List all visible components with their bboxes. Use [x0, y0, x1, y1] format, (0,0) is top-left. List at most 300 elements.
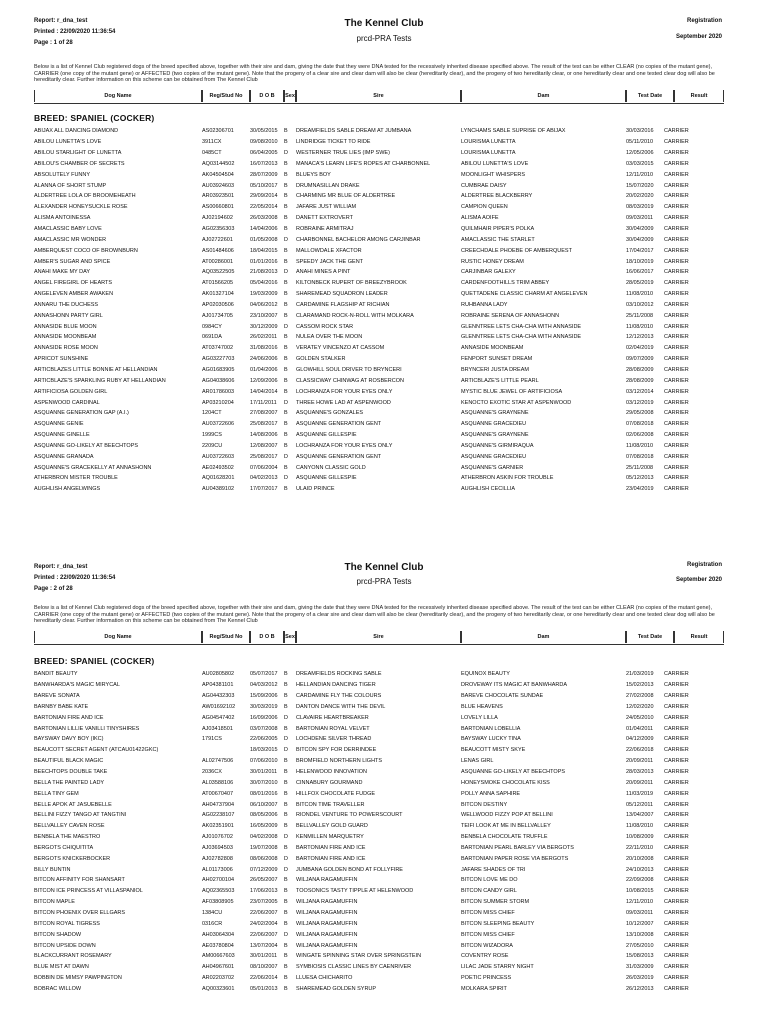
sire-cell: BELLVALLEY GOLD GUARD [296, 823, 368, 830]
reg-no-cell: 0316CR [202, 920, 223, 927]
dob-cell: 07/06/2010 [250, 758, 278, 765]
col-test-date: Test Date [626, 90, 674, 102]
sex-cell: B [284, 421, 288, 428]
intro-text: Below is a list of Kennel Club registered dogs of the breed specified above, together with their sire and dam, giving the date that they were DNA tested for the recessively inherited disease specified above. The result of the test can be either CLEAR (no copies of the mutant gene), CARRIER (one copy of the mutant gene) or AFFECTED (two copies of the mutant gene). Note that the progeny of a clear sire and clear dam will also be clear (hereditarily clear), and the progeny of two hereditarily clear, or one hereditarily clear and one tested clear dog will also be hereditarily clear. Further information on this scheme can be obtained from The Kennel Club [34, 605, 715, 624]
sire-cell: BARTONIAN FIRE AND ICE [296, 844, 366, 851]
table-row [34, 843, 734, 854]
dog-name-cell: BARNBY BABE KATE [34, 703, 89, 710]
sire-cell: DREAMFIELDS ROCKING SABLE [296, 671, 382, 678]
result-cell: CARRIER [664, 171, 689, 178]
dog-name-cell: ABSOLUTELY FUNNY [34, 171, 91, 178]
reg-no-cell: AQ03522505 [202, 269, 235, 276]
sire-cell: ASQUANNE'S GONZALES [296, 410, 364, 417]
dob-cell: 04/02/2008 [250, 834, 278, 841]
test-date-cell: 05/11/2010 [626, 139, 654, 146]
table-row [34, 440, 734, 451]
col-dob: D O B [250, 631, 284, 643]
table-row [34, 767, 734, 778]
sex-cell: B [284, 942, 288, 949]
test-date-cell: 28/08/2009 [626, 377, 654, 384]
dam-cell: RUSTIC HONEY DREAM [461, 258, 524, 265]
table-row [34, 680, 734, 691]
dog-name-cell: ALDERTREE LOLA OF BROOMEHEATH [34, 193, 136, 200]
dob-cell: 22/06/2014 [250, 975, 278, 982]
sire-cell: CASSOM ROCK STAR [296, 323, 354, 330]
dog-name-cell: ASQUANNE GENIE [34, 421, 84, 428]
test-date-cell: 22/09/2008 [626, 877, 654, 884]
test-date-cell: 29/05/2008 [626, 410, 654, 417]
report-id: Report: r_dna_test [34, 564, 88, 570]
result-cell: CARRIER [664, 812, 689, 819]
col-reg: Reg/Stud No [202, 631, 250, 643]
table-row [34, 321, 734, 332]
dam-cell: LILAC JADE STARRY NIGHT [461, 964, 534, 971]
test-date-cell: 12/12/2013 [626, 334, 654, 341]
test-date-cell: 11/08/2010 [626, 823, 654, 830]
reg-no-cell: AL02747506 [202, 758, 234, 765]
reg-no-cell: AF03808905 [202, 899, 234, 906]
sex-cell: B [284, 410, 288, 417]
dam-cell: CARJINBAR GALEXY [461, 269, 516, 276]
dam-cell: BARTONIAN LOBELLIA [461, 725, 521, 732]
result-cell: CARRIER [664, 247, 689, 254]
dob-cell: 15/09/2006 [250, 693, 278, 700]
result-cell: CARRIER [664, 464, 689, 471]
dam-cell: CARDENFOOTHILLS TRIM ABBEY [461, 280, 550, 287]
dam-cell: ASQUANNE GRACEDIEU [461, 421, 527, 428]
dob-cell: 16/09/2006 [250, 714, 278, 721]
dob-cell: 22/06/2007 [250, 931, 278, 938]
sex-cell: B [284, 779, 288, 786]
report-subtitle: prcd-PRA Tests [356, 577, 412, 586]
dob-cell: 16/05/2009 [250, 823, 278, 830]
table-row [34, 213, 734, 224]
test-date-cell: 13/04/2007 [626, 812, 654, 819]
dob-cell: 30/01/2011 [250, 953, 278, 960]
sire-cell: WINGATE SPINNING STAR OVER SPRINGSTEIN [296, 953, 422, 960]
dam-cell: ALDERTREE BLACKBERRY [461, 193, 533, 200]
result-cell: CARRIER [664, 399, 689, 406]
result-cell: CARRIER [664, 453, 689, 460]
result-cell: CARRIER [664, 801, 689, 808]
dam-cell: ALISMA AOIFE [461, 215, 499, 222]
test-date-cell: 11/08/2010 [626, 442, 654, 449]
test-date-cell: 08/03/2019 [626, 204, 654, 211]
sex-cell: D [284, 399, 288, 406]
dam-cell: CUMBRAE DAISY [461, 182, 507, 189]
test-date-cell: 09/07/2009 [626, 356, 654, 363]
table-row [34, 951, 734, 962]
sire-cell: BROMFIELD NORTHERN LIGHTS [296, 758, 383, 765]
dob-cell: 27/08/2007 [250, 410, 278, 417]
test-date-cell: 11/08/2010 [626, 323, 654, 330]
dam-cell: BITCON LOVE ME DO [461, 877, 518, 884]
test-date-cell: 31/03/2009 [626, 964, 654, 971]
table-row [34, 886, 734, 897]
test-date-cell: 25/11/2008 [626, 312, 654, 319]
test-date-cell: 27/02/2008 [626, 693, 654, 700]
dam-cell: POLLY ANNA SAPHIRE [461, 790, 521, 797]
dog-name-cell: BANWHARDA'S MAGIC MIRYCAL [34, 682, 120, 689]
dam-cell: CREECHDALE PHOEBE OF AMBERQUEST [461, 247, 572, 254]
sire-cell: WESTERNER TRUE LIES (IMP SWE) [296, 150, 390, 157]
result-cell: CARRIER [664, 736, 689, 743]
reg-no-cell: AG04547402 [202, 714, 235, 721]
test-date-cell: 10/12/2007 [626, 920, 654, 927]
sire-cell: LOCHRANZA FOR YOUR EYES ONLY [296, 388, 393, 395]
dob-cell: 22/06/2007 [250, 909, 278, 916]
table-row [34, 310, 734, 321]
dog-name-cell: BERGOTS KNICKERBOCKER [34, 855, 111, 862]
table-row [34, 234, 734, 245]
test-date-cell: 01/04/2011 [626, 725, 654, 732]
col-result: Result [674, 631, 724, 643]
sex-cell: B [284, 844, 288, 851]
dam-cell: BEAUCOTT MISTY SKYE [461, 747, 526, 754]
dog-name-cell: ANAHI MAKE MY DAY [34, 269, 91, 276]
dob-cell: 19/07/2008 [250, 844, 278, 851]
dam-cell: AUGHLISH CECILLIA [461, 486, 516, 493]
sire-cell: LOCHRANZA FOR YOUR EYES ONLY [296, 442, 393, 449]
result-cell: CARRIER [664, 942, 689, 949]
sex-cell: B [284, 366, 288, 373]
table-row [34, 354, 734, 365]
test-date-cell: 28/08/2009 [626, 366, 654, 373]
dob-cell: 19/03/2009 [250, 291, 278, 298]
dob-cell: 17/06/2013 [250, 888, 278, 895]
dob-cell: 05/07/2017 [250, 671, 278, 678]
test-date-cell: 26/12/2013 [626, 985, 654, 992]
reg-no-cell: AU03722606 [202, 421, 235, 428]
result-cell: CARRIER [664, 139, 689, 146]
test-date-cell: 24/05/2010 [626, 714, 654, 721]
result-cell: CARRIER [664, 855, 689, 862]
table-row [34, 940, 734, 951]
dob-cell: 28/07/2009 [250, 171, 278, 178]
dam-cell: BITCON CANDY GIRL [461, 888, 517, 895]
result-cell: CARRIER [664, 280, 689, 287]
result-cell: CARRIER [664, 877, 689, 884]
dog-name-cell: BITCON MAPLE [34, 899, 75, 906]
sex-cell: B [284, 171, 288, 178]
dam-cell: EQUINOX BEAUTY [461, 671, 510, 678]
reg-no-cell: AS00660801 [202, 204, 234, 211]
dam-cell: LOURISMA LUNETTA [461, 139, 516, 146]
sex-cell: B [284, 769, 288, 776]
sire-cell: KENMILLEN MARQUETRY [296, 834, 364, 841]
test-date-cell: 20/09/2011 [626, 779, 654, 786]
dob-cell: 17/07/2017 [250, 486, 278, 493]
sire-cell: SHAREMEAD GOLDEN SYRUP [296, 985, 377, 992]
dam-cell: MOONLIGHT WHISPERS [461, 171, 526, 178]
result-cell: CARRIER [664, 215, 689, 222]
sire-cell: MANACA'S LEARN LIFE'S ROPES AT CHARBONNEL [296, 160, 431, 167]
result-cell: CARRIER [664, 258, 689, 265]
dog-name-cell: BELLINI FIZZY TANGO AT TANGTINI [34, 812, 127, 819]
result-cell: CARRIER [664, 312, 689, 319]
table-row [34, 745, 734, 756]
result-cell: CARRIER [664, 899, 689, 906]
test-date-cell: 20/09/2011 [626, 758, 654, 765]
test-date-cell: 05/12/2011 [626, 801, 654, 808]
breed-heading: BREED: SPANIEL (COCKER) [34, 113, 155, 123]
dob-cell: 30/03/2019 [250, 703, 278, 710]
sex-cell: B [284, 388, 288, 395]
result-cell: CARRIER [664, 834, 689, 841]
dog-name-cell: ARTICBLAZES LITTLE BONNIE AT HELLANDIAN [34, 366, 158, 373]
result-cell: CARRIER [664, 682, 689, 689]
dog-name-cell: ABILOU'S CHAMBER OF SECRETS [34, 160, 125, 167]
sex-cell: B [284, 215, 288, 222]
dob-cell: 22/05/2014 [250, 204, 278, 211]
sex-cell: B [284, 693, 288, 700]
test-date-cell: 03/12/2019 [626, 399, 654, 406]
sire-cell: CLAVAIRE HEARTBREAKER [296, 714, 369, 721]
dam-cell: BRYNCERI JUSTA DREAM [461, 366, 529, 373]
table-row [34, 224, 734, 235]
dam-cell: COVENTRY ROSE [461, 953, 509, 960]
page-number: Page : 2 of 28 [34, 586, 73, 592]
sex-cell: D [284, 834, 288, 841]
table-row [34, 962, 734, 973]
table-row [34, 983, 734, 994]
result-cell: CARRIER [664, 442, 689, 449]
test-date-cell: 28/05/2019 [626, 280, 654, 287]
dog-name-cell: ASPENWOOD CARDINAL [34, 399, 100, 406]
table-row [34, 256, 734, 267]
test-date-cell: 12/11/2010 [626, 171, 654, 178]
reg-no-cell: 3911CX [202, 139, 222, 146]
dob-cell: 04/02/2013 [250, 475, 278, 482]
reg-no-cell: AJ02782808 [202, 855, 233, 862]
dob-cell: 12/09/2006 [250, 377, 278, 384]
dam-cell: QUETTADENE CLASSIC CHARM AT ANGELEVEN [461, 291, 588, 298]
reg-no-cell: AU02805802 [202, 671, 235, 678]
result-cell: CARRIER [664, 964, 689, 971]
reg-no-cell: AG01683905 [202, 366, 235, 373]
dob-cell: 16/07/2013 [250, 160, 278, 167]
dob-cell: 22/06/2005 [250, 736, 278, 743]
sire-cell: WILJANA RAGAMUFFIN [296, 920, 358, 927]
test-date-cell: 23/04/2019 [626, 486, 654, 493]
dog-name-cell: ABILOU STARLIGHT OF LUNETTA [34, 150, 122, 157]
dob-cell: 26/02/2011 [250, 334, 278, 341]
test-date-cell: 22/11/2010 [626, 844, 654, 851]
table-row [34, 180, 734, 191]
sire-cell: ULAID PRINCE [296, 486, 335, 493]
sex-cell: B [284, 258, 288, 265]
dob-cell: 26/03/2008 [250, 215, 278, 222]
dog-name-cell: BANDIT BEAUTY [34, 671, 78, 678]
dog-name-cell: AMACLASSIC MR WONDER [34, 236, 107, 243]
result-cell: CARRIER [664, 931, 689, 938]
table-row [34, 386, 734, 397]
sire-cell: WILJANA RAGAMUFFIN [296, 899, 358, 906]
dog-name-cell: ANGEL FIREGIRL OF HEARTS [34, 280, 113, 287]
table-row [34, 137, 734, 148]
dob-cell: 14/08/2006 [250, 432, 278, 439]
sire-cell: VERATEY VINCENZO AT CASSOM [296, 345, 385, 352]
sex-cell: D [284, 269, 288, 276]
registration-label: Registration [686, 562, 722, 568]
table-row [34, 799, 734, 810]
dog-name-cell: BITCON UPSIDE DOWN [34, 942, 96, 949]
sire-cell: BITCON SPY FOR DERRINDEE [296, 747, 377, 754]
test-date-cell: 04/12/2009 [626, 736, 654, 743]
dog-name-cell: ANNASIDE MOONBEAM [34, 334, 97, 341]
sire-cell: SHAREMEAD SQUADRON LEADER [296, 291, 388, 298]
reg-no-cell: 2036CX [202, 769, 222, 776]
test-date-cell: 02/04/2019 [626, 345, 654, 352]
table-row [34, 810, 734, 821]
table-row [34, 245, 734, 256]
sire-cell: MALLOWDALE XFACTOR [296, 247, 362, 254]
dog-name-cell: BELLE APOK AT JASUEBELLE [34, 801, 112, 808]
reg-no-cell: 1384CU [202, 909, 223, 916]
reg-no-cell: AH02700104 [202, 877, 235, 884]
dob-cell: 07/06/2004 [250, 464, 278, 471]
sire-cell: SPEEDY JACK THE GENT [296, 258, 364, 265]
dog-name-cell: BILLY BUNTIN [34, 866, 71, 873]
sire-cell: HELLANDIAN DANCING TIGER [296, 682, 376, 689]
dob-cell: 12/08/2007 [250, 442, 278, 449]
sire-cell: CINNABURY GOURMAND [296, 779, 363, 786]
table-row [34, 702, 734, 713]
sire-cell: BLUEYS BOY [296, 171, 331, 178]
dam-cell: ATHERBRON ASKIN FOR TROUBLE [461, 475, 554, 482]
test-date-cell: 30/03/2016 [626, 128, 654, 135]
test-date-cell: 20/10/2008 [626, 855, 654, 862]
intro-text: Below is a list of Kennel Club registered dogs of the breed specified above, together with their sire and dam, giving the date that they were DNA tested for the recessively inherited disease specified above. The result of the test can be either CLEAR (no copies of the mutant gene), CARRIER (one copy of the mutant gene) or AFFECTED (two copies of the mutant gene). Note that the progeny of a clear sire and clear dam will also be clear (hereditarily clear), and the progeny of two hereditarily clear, or one hereditarily clear and one tested clear dog will also be hereditarily clear. Further information on this scheme can be obtained from The Kennel Club [34, 64, 715, 83]
dam-cell: RUHBANNA LADY [461, 301, 508, 308]
reg-no-cell: AL03588106 [202, 779, 234, 786]
result-cell: CARRIER [664, 323, 689, 330]
dog-name-cell: BOBRAC WILLOW [34, 985, 82, 992]
reg-no-cell: AQ01628201 [202, 475, 235, 482]
dob-cell: 08/06/2008 [250, 855, 278, 862]
sex-cell: B [284, 671, 288, 678]
reg-no-cell: AQ00323601 [202, 985, 235, 992]
test-date-cell: 26/03/2019 [626, 975, 654, 982]
reg-no-cell: AJ02194602 [202, 215, 233, 222]
sex-cell: B [284, 432, 288, 439]
dog-name-cell: BITCON ROYAL TIGRESS [34, 920, 100, 927]
test-date-cell: 10/08/2015 [626, 888, 654, 895]
dam-cell: ASQUANNE GO-LIKELY AT BEECHTOPS [461, 769, 566, 776]
table-row [34, 929, 734, 940]
period-label: September 2020 [675, 577, 722, 583]
test-date-cell: 03/10/2012 [626, 301, 654, 308]
test-date-cell: 11/03/2019 [626, 790, 654, 797]
sex-cell: B [284, 790, 288, 797]
dam-cell: BITCON MISS CHIEF [461, 909, 515, 916]
column-header-row [34, 631, 724, 643]
dog-name-cell: ATHERBRON MISTER TROUBLE [34, 475, 118, 482]
sex-cell: D [284, 736, 288, 743]
table-row [34, 712, 734, 723]
dog-name-cell: BELLA THE PAINTED LADY [34, 779, 105, 786]
reg-no-cell: AP02030506 [202, 301, 234, 308]
reg-no-cell: 0485CT [202, 150, 222, 157]
dog-name-cell: ABIJAX ALL DANCING DIAMOND [34, 128, 119, 135]
dog-name-cell: ANNARU THE DUCHESS [34, 301, 99, 308]
dog-name-cell: BARTONIAN FIRE AND ICE [34, 714, 104, 721]
sex-cell: B [284, 953, 288, 960]
dob-cell: 21/08/2013 [250, 269, 278, 276]
sex-cell: B [284, 682, 288, 689]
dob-cell: 04/06/2012 [250, 301, 278, 308]
reg-no-cell: AJ02722601 [202, 236, 233, 243]
dog-name-cell: BAREVE SONATA [34, 693, 80, 700]
dog-name-cell: BOBBIN DE MIMSY PAWPINGTON [34, 975, 122, 982]
dob-cell: 08/01/2016 [250, 790, 278, 797]
test-date-cell: 13/10/2008 [626, 931, 654, 938]
dam-cell: BAYSWAY LUCKY TINA [461, 736, 521, 743]
dam-cell: GLENNTREE LETS CHA-CHA WITH ANNASIDE [461, 323, 582, 330]
sire-cell: DANTON DANCE WITH THE DEVIL [296, 703, 386, 710]
sex-cell: B [284, 226, 288, 233]
data-table [34, 126, 734, 495]
dob-cell: 18/03/2015 [250, 747, 278, 754]
sire-cell: CLASSICWAY CHINWAG AT ROSBERCON [296, 377, 404, 384]
sire-cell: CHARBONNEL BACHELOR AMONG CARJINBAR [296, 236, 421, 243]
test-date-cell: 15/07/2020 [626, 182, 654, 189]
reg-no-cell: AJ03694503 [202, 844, 233, 851]
reg-no-cell: AJ01734705 [202, 312, 233, 319]
test-date-cell: 30/04/2009 [626, 226, 654, 233]
sire-cell: RIONDEL VENTURE TO POWERSCOURT [296, 812, 403, 819]
result-cell: CARRIER [664, 920, 689, 927]
sex-cell: D [284, 453, 288, 460]
registration-label: Registration [686, 18, 722, 24]
dam-cell: TEIFI LOOK AT ME IN BELLVALLEY [461, 823, 551, 830]
dob-cell: 30/07/2010 [250, 779, 278, 786]
reg-no-cell: AU03924603 [202, 182, 235, 189]
table-row [34, 126, 734, 137]
header-rule [34, 103, 724, 104]
printed-date: Printed : 22/09/2020 11:36:54 [34, 29, 116, 35]
dog-name-cell: ALISMA ANTOINESSA [34, 215, 91, 222]
dob-cell: 03/07/2008 [250, 725, 278, 732]
dam-cell: ASQUANNE'S GRAYNENE [461, 432, 529, 439]
page-number: Page : 1 of 28 [34, 40, 73, 46]
reg-no-cell: AG04432303 [202, 693, 235, 700]
table-row [34, 278, 734, 289]
sex-cell: D [284, 150, 288, 157]
dog-name-cell: BARTONIAN LILLIE VANILLI TINYSHIRES [34, 725, 140, 732]
dam-cell: ARTICBLAZE'S LITTLE PEARL [461, 377, 539, 384]
dob-cell: 08/10/2007 [250, 964, 278, 971]
period-label: September 2020 [675, 34, 722, 40]
reg-no-cell: AP03210204 [202, 399, 234, 406]
dob-cell: 30/01/2011 [250, 769, 278, 776]
result-cell: CARRIER [664, 421, 689, 428]
dam-cell: ROBRAINE SERENA OF ANNASHONN [461, 312, 560, 319]
dog-name-cell: BLUE MIST AT DAWN [34, 964, 89, 971]
sire-cell: ASQUANNE GILLESPIE [296, 432, 357, 439]
col-dog-name: Dog Name [34, 90, 202, 102]
table-row [34, 853, 734, 864]
sire-cell: SYMBIOSIS CLASSIC LINES BY CAENRIVER [296, 964, 412, 971]
header-rule [34, 644, 724, 645]
reg-no-cell: AH03064304 [202, 931, 235, 938]
dog-name-cell: BEAUCOTT SECRET AGENT (ATCAU01422GKC) [34, 747, 159, 754]
dam-cell: ASQUANNE GRACEDIEU [461, 453, 527, 460]
dam-cell: AMACLASSIC THE STARLET [461, 236, 535, 243]
test-date-cell: 12/11/2010 [626, 899, 654, 906]
result-cell: CARRIER [664, 160, 689, 167]
dam-cell: POETIC PRINCESS [461, 975, 512, 982]
